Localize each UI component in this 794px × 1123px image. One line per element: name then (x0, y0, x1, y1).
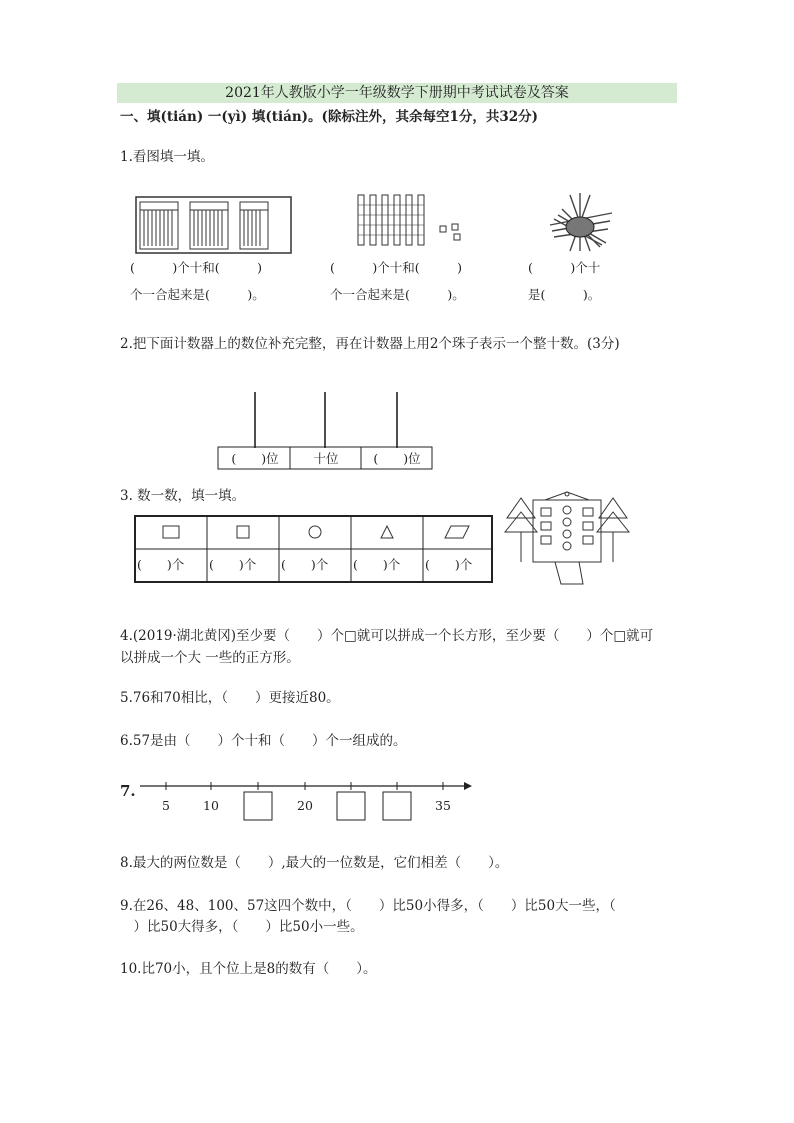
building-picture (503, 488, 633, 588)
counter-cell-2: 十位 (313, 451, 339, 466)
square-icon (237, 526, 249, 538)
count-blank-2: ( )个 (209, 557, 257, 572)
q1-a-line1: ( )个十和( ) (130, 260, 263, 275)
stick-bundle-image (540, 185, 620, 260)
number-label: 35 (435, 798, 451, 813)
question-3-text: 3. 数一数，填一填。 (120, 488, 246, 504)
count-blank-3: ( )个 (281, 557, 329, 572)
rectangle-icon (163, 526, 179, 538)
q1-c-line2: 是( )。 (528, 287, 601, 302)
question-1-text: 1.看图填一填。 (120, 149, 214, 165)
question-8-text: 8.最大的两位数是（ ）,最大的一位数是，它们相差（ ）。 (120, 855, 509, 871)
question-6-text: 6.57是由（ ）个十和（ ）个一组成的。 (120, 733, 407, 749)
question-4-line2: 以拼成一个大 一些的正方形。 (120, 650, 300, 666)
bundle-frames-image (130, 190, 300, 260)
section-heading: 一、填(tián) 一(yì) 填(tián)。(除标注外，其余每空1分，共32分) (120, 109, 539, 125)
counter-cell-1: ( )位 (231, 451, 279, 466)
count-blank-4: ( )个 (353, 557, 401, 572)
answer-box (337, 792, 365, 820)
q1-a-line2: 个一合起来是( )。 (130, 287, 265, 302)
question-7-label: 7. (120, 782, 136, 800)
q1-b-line1: ( )个十和( ) (330, 260, 463, 275)
number-label: 20 (297, 798, 313, 813)
answer-box (383, 792, 411, 820)
question-4-line1: 4.(2019·湖北黄冈)至少要（ ）个□就可以拼成一个长方形，至少要（ ）个□就可 (120, 628, 654, 644)
answer-box (244, 792, 272, 820)
cube-rods-image (350, 190, 470, 260)
page-title: 2021年人教版小学一年级数学下册期中考试试卷及答案 (225, 85, 569, 101)
counter-cell-3: ( )位 (373, 451, 421, 466)
circle-icon (309, 526, 321, 538)
triangle-icon (381, 526, 393, 538)
question-5-text: 5.76和70相比，（ ）更接近80。 (120, 690, 340, 706)
parallelogram-icon (445, 526, 469, 538)
q1-c-line1: ( )个十 (528, 260, 601, 275)
question-10-text: 10.比70小，且个位上是8的数有（ ）。 (120, 961, 377, 977)
number-label: 5 (162, 798, 170, 813)
count-blank-5: ( )个 (425, 557, 473, 572)
question-9-line1: 9.在26、48、100、57这四个数中，（ ）比50小得多，（ ）比50大一些，（ (120, 898, 616, 914)
question-9-line2: ）比50大得多，（ ）比50小一些。 (120, 919, 364, 935)
count-blank-1: ( )个 (137, 557, 185, 572)
question-2-text: 2.把下面计数器上的数位补充完整，再在计数器上用2个珠子表示一个整十数。(3分) (120, 336, 620, 352)
number-label: 10 (203, 798, 219, 813)
q1-b-line2: 个一合起来是( )。 (330, 287, 465, 302)
